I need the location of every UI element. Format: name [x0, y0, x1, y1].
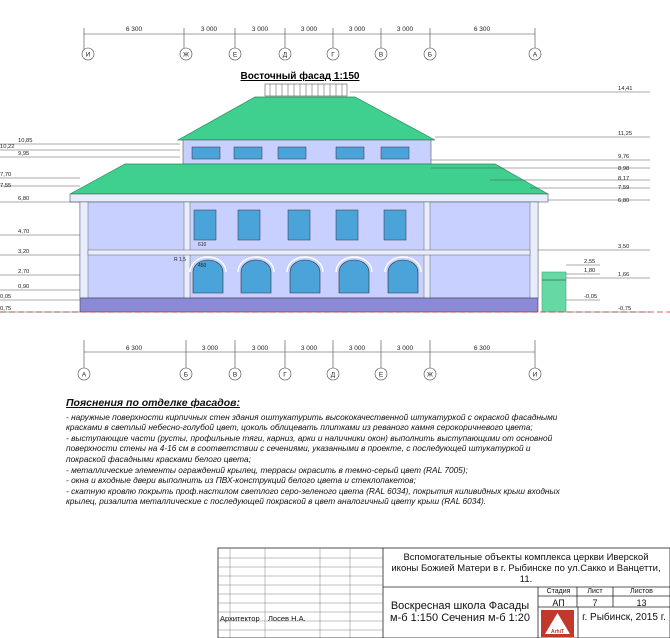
top-dim-6: 3 000	[396, 26, 414, 33]
lower-roof	[70, 164, 548, 194]
level-right-11: 1,66	[618, 272, 630, 278]
level-right-8: 3,50	[618, 244, 630, 250]
note-item: - выступающие части (русты, профильные тяги, карниз, арки и наличники окон) выполнить выступающими от основной поверхности стены на 4-16 см в соответствии с сечениями, указанными в проекте, с последующей штукатуркой и покраской фасадными красками белого цвета;	[66, 432, 553, 464]
axis-bottom-8: И	[532, 371, 538, 379]
level-left-10: 0,90	[18, 284, 30, 290]
axis-bottom-3: В	[232, 371, 238, 379]
stage-header: Стадия	[546, 588, 571, 595]
axis-top-2: Ж	[182, 51, 190, 59]
level-left-5: 7,55	[0, 183, 12, 189]
level-left-7: 4,70	[18, 229, 30, 235]
sheet-title: Воскресная школа Фасады м-б 1:150 Сечения м-б 1:20	[390, 600, 530, 624]
plinth	[80, 298, 538, 312]
architect-name: Лосев Н.А.	[268, 614, 306, 623]
bottom-dim-1: 6 300	[125, 345, 143, 352]
level-right-10: 1,80	[584, 268, 596, 274]
level-right-9: 2,55	[584, 259, 596, 265]
drawing-title: Восточный фасад 1:150	[240, 71, 360, 82]
axis-bottom-1: А	[81, 371, 87, 379]
level-right-13: -0,75	[618, 306, 632, 312]
level-right-4: 8,98	[618, 166, 630, 172]
axis-top-3: Е	[232, 51, 238, 59]
top-dim-5: 3 000	[348, 26, 366, 33]
sheets-value: 13	[636, 598, 647, 608]
axis-bottom-2: Б	[183, 371, 189, 379]
notes-heading: Пояснения по отделке фасадов:	[66, 397, 241, 409]
note-item: - металлические элементы ограждений крылец, террасы окрасить в темно-серый цвет (RAL 7005);	[66, 464, 468, 475]
level-right-12: -0,05	[584, 294, 598, 300]
bottom-dim-3: 3 000	[251, 345, 269, 352]
axis-bottom-5: Д	[330, 371, 336, 379]
title-block	[218, 548, 670, 638]
inner-dim-1: 610	[198, 242, 207, 248]
level-right-3: 9,76	[618, 154, 630, 160]
architect-role: Архитектор	[220, 614, 260, 623]
inner-dim-2: R 1,5	[174, 257, 186, 263]
level-right-2: 11,25	[618, 131, 633, 137]
axis-bottom-4: Г	[283, 371, 287, 379]
top-dim-3: 3 000	[251, 26, 269, 33]
top-dim-2: 3 000	[200, 26, 218, 33]
finishing-notes	[66, 398, 566, 507]
axis-top-4: Д	[282, 51, 288, 59]
bottom-dim-4: 3 000	[300, 345, 318, 352]
inner-dim-3: 450	[198, 263, 207, 269]
axis-bottom-6: Е	[378, 371, 384, 379]
notes-list	[66, 412, 566, 507]
bottom-dim-6: 3 000	[396, 345, 414, 352]
city-year: г. Рыбинск, 2015 г.	[582, 612, 666, 623]
level-left-6: 6,80	[18, 196, 30, 202]
logo-text: ArhiT	[550, 629, 565, 635]
level-right-6: 7,59	[618, 185, 630, 191]
bottom-dim-5: 3 000	[348, 345, 366, 352]
sheet-value: 7	[592, 598, 598, 608]
level-left-11: 0,05	[0, 294, 12, 300]
stage-value: АП	[552, 598, 565, 608]
level-right-7: 6,80	[618, 198, 630, 204]
top-dim-7: 6 300	[473, 26, 491, 33]
sheets-header: Листов	[630, 588, 653, 595]
upper-roof	[178, 97, 435, 140]
level-left-8: 3,20	[18, 249, 30, 255]
note-item: - окна и входные двери выполнить из ПВХ-конструкций белого цвета и стеклопакетов;	[66, 475, 416, 486]
axis-bottom-7: Ж	[426, 371, 434, 379]
axis-top-8: А	[532, 51, 538, 59]
note-item: - наружные поверхности кирпичных стен здания оштукатурить высококачественной штукатуркой с окраской фасадными красками в светлый небесно-голубой цвет, цоколь облицевать плитками из реваного камня серокоричневого цвета;	[66, 411, 558, 433]
level-left-1: 10,85	[18, 138, 33, 144]
axis-top-7: Б	[427, 51, 433, 59]
axis-top-5: Г	[331, 51, 335, 59]
level-right-1: 14,41	[618, 86, 633, 92]
note-item: - скатную кровлю покрыть проф.настилом светлого серо-зеленого цвета (RAL 6034), покрытия киливидных крыш входных крылец, ризалита металлические с последующей покраской в цвет аналогичный цвету крыш (RAL 6034).	[66, 485, 560, 507]
level-left-3: 9,95	[18, 151, 30, 157]
level-left-2: 10,22	[0, 144, 15, 150]
bottom-dim-2: 3 000	[201, 345, 219, 352]
top-dim-1: 6 300	[125, 26, 143, 33]
top-dim-4: 3 000	[300, 26, 318, 33]
sheet-header: Лист	[587, 588, 603, 595]
level-left-9: 2,70	[18, 269, 30, 275]
axis-top-6: В	[378, 51, 384, 59]
project-name: Вспомогательные объекты комплекса церкви Иверской иконы Божией Матери в г. Рыбинске по ул.Сакко и Ванцетти, 11.	[391, 552, 661, 585]
level-left-12: 0,75	[0, 306, 12, 312]
level-right-5: 8,17	[618, 176, 630, 182]
bottom-dim-7: 6 300	[473, 345, 491, 352]
axis-top-1: И	[85, 51, 91, 59]
level-left-4: 7,70	[0, 172, 12, 178]
